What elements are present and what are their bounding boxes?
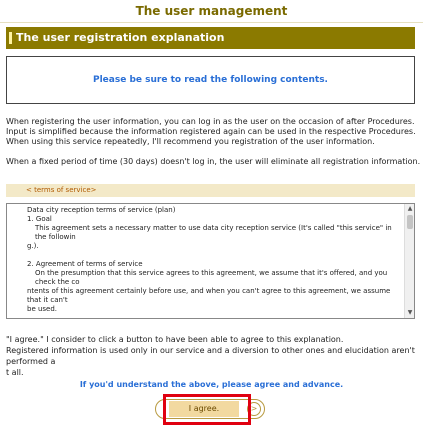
agreement-line: Registered information is used only in our service and a diversion to other ones and elucidation aren't performed a <box>6 346 415 366</box>
intro-line: When registering the user information, you can log in as the user on the occasion of after Procedures. <box>6 117 415 126</box>
terms-line: 1. Goal <box>27 215 52 223</box>
terms-content <box>7 204 404 318</box>
terms-line: 2. Agreement of terms of service <box>27 260 143 268</box>
terms-line: This agreement sets a necessary matter to use data city reception service (It's called "this service" in the followin <box>35 224 392 241</box>
section-title: The user registration explanation <box>6 27 415 49</box>
terms-scroll-box[interactable] <box>6 203 415 319</box>
intro-line: When a fixed period of time (30 days) doesn't log in, the user will eliminate all registration information. <box>6 157 421 166</box>
terms-line: g.). <box>27 242 39 250</box>
agreement-line: t all. <box>6 368 24 377</box>
scroll-up-icon[interactable]: ▲ <box>407 205 413 212</box>
notice-box <box>6 56 415 104</box>
intro-text <box>6 117 421 167</box>
scroll-thumb[interactable] <box>407 215 413 229</box>
title-divider <box>0 22 423 23</box>
agree-button-label: I agree. <box>188 404 220 413</box>
terms-scrollbar[interactable] <box>404 204 414 318</box>
intro-line: When using this service repeatedly, I'll recommend you registration of the user information. <box>6 137 375 146</box>
agreement-line: "I agree." I consider to click a button to have been able to agree to this explanation. <box>6 335 344 344</box>
chevron-right-icon: > <box>247 402 261 416</box>
scroll-down-icon[interactable]: ▼ <box>407 309 413 316</box>
terms-line: ntents of this agreement certainly before use, and when you can't agree to this agreement, we assume that it can't <box>27 287 391 304</box>
notice-text: Please be sure to read the following contents. <box>93 75 328 85</box>
agreement-note <box>6 334 418 378</box>
app-title: The user management <box>135 4 288 18</box>
agree-button-highlight <box>163 394 251 425</box>
terms-line: Data city reception terms of service (plan) <box>27 206 176 214</box>
advance-prompt: If you'd understand the above, please agree and advance. <box>79 380 344 389</box>
intro-line: Input is simplified because the information registered again can be used in the respective Procedures. <box>6 127 416 136</box>
terms-line: be used. <box>27 305 58 313</box>
terms-heading: < terms of service> <box>6 184 415 197</box>
terms-line: On the presumption that this service agrees to this agreement, we assume that it's offered, and you check the co <box>35 269 388 286</box>
